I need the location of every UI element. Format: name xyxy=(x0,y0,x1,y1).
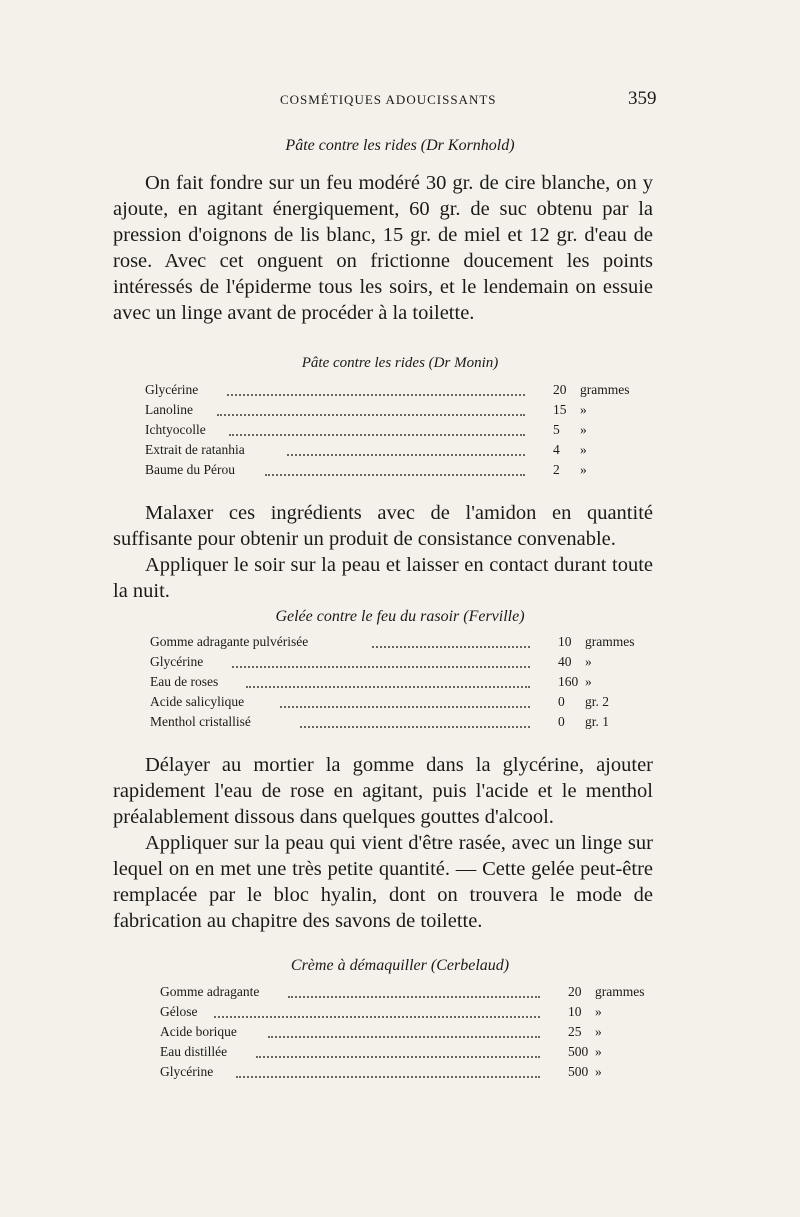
ingredient-qty: 160 xyxy=(558,674,579,689)
leader-dots xyxy=(287,434,525,456)
ingredient-unit: grammes xyxy=(585,634,635,649)
ingredient-unit: » xyxy=(595,1064,602,1079)
leader-dots xyxy=(280,686,530,708)
ingredient-unit: » xyxy=(595,1024,602,1039)
leader-dots xyxy=(229,414,525,436)
ingredient-unit: » xyxy=(595,1044,602,1059)
ingredient-name: Extrait de ratanhia xyxy=(145,442,245,457)
ingredient-name: Menthol cristallisé xyxy=(150,714,251,729)
ingredient-name: Ichtyocolle xyxy=(145,422,206,437)
ingredient-qty: 0 xyxy=(558,714,565,729)
ingredient-unit: gr. 1 xyxy=(585,714,610,729)
leader-dots xyxy=(300,706,530,728)
ingredient-name: Glycérine xyxy=(145,382,199,397)
recipe-text-monin xyxy=(113,500,653,604)
ingredient-list-ferville xyxy=(150,632,670,732)
ingredient-qty: 25 xyxy=(568,1024,582,1039)
ingredient-row xyxy=(145,460,665,480)
ingredient-unit: » xyxy=(585,654,592,669)
ingredient-name: Baume du Pérou xyxy=(145,462,235,477)
ingredient-unit: grammes xyxy=(580,382,630,397)
paragraph: On fait fondre sur un feu modéré 30 gr. de cire blanche, on y ajoute, en agitant énergiquement, 60 gr. de suc obtenu par la pression d'oignons de lis blanc, 15 gr. de miel et 12 gr. d'eau de rose. Avec cet onguent on frictionne doucement les points intéressés de l'épiderme tous les soirs, et le lendemain on essuie avec un linge avant de procéder à la toilette. xyxy=(113,172,653,324)
leader-dots xyxy=(236,1056,540,1078)
recipe-title-kornhold: Pâte contre les rides (Dr Kornhold) xyxy=(285,137,515,154)
ingredient-list-cerbelaud xyxy=(160,982,680,1082)
ingredient-unit: gr. 2 xyxy=(585,694,610,709)
ingredient-name: Gomme adragante pulvérisée xyxy=(150,634,309,649)
leader-dots xyxy=(214,996,540,1018)
ingredient-name: Gélose xyxy=(160,1004,198,1019)
recipe-title-monin: Pâte contre les rides (Dr Monin) xyxy=(301,355,499,371)
page-number: 359 xyxy=(628,88,657,109)
ingredient-qty: 10 xyxy=(568,1004,582,1019)
ingredient-qty: 0 xyxy=(558,694,565,709)
paragraph: Appliquer sur la peau qui vient d'être rasée, avec un linge sur lequel on en met une très petite quantité. — Cette gelée peut-être remplacée par le bloc hyalin, dont on trouvera le mode de fabrication au chapitre des savons de toilette. xyxy=(113,832,653,932)
leader-dots xyxy=(372,626,530,648)
recipe-title-ferville: Gelée contre le feu du rasoir (Ferville) xyxy=(275,608,525,625)
ingredient-qty: 2 xyxy=(553,462,560,477)
ingredient-unit: grammes xyxy=(595,984,645,999)
ingredient-unit: » xyxy=(580,462,587,477)
ingredient-row xyxy=(150,712,670,732)
ingredient-qty: 500 xyxy=(568,1044,589,1059)
ingredient-name: Gomme adragante xyxy=(160,984,260,999)
ingredient-unit: » xyxy=(580,422,587,437)
leader-dots xyxy=(268,1016,540,1038)
ingredient-name: Acide salicylique xyxy=(150,694,245,709)
paragraph: Délayer au mortier la gomme dans la glycérine, ajouter rapidement l'eau de rose en agitant, puis l'acide et le menthol préalablement dissous dans quelques gouttes d'alcool. xyxy=(113,754,653,828)
ingredient-name: Glycérine xyxy=(160,1064,214,1079)
leader-dots xyxy=(288,976,540,998)
leader-dots xyxy=(256,1036,540,1058)
paragraph: Malaxer ces ingrédients avec de l'amidon en quantité suffisante pour obtenir un produit de consistance convenable. xyxy=(113,502,653,550)
leader-dots xyxy=(246,666,530,688)
paragraph: Appliquer le soir sur la peau et laisser en contact durant toute la nuit. xyxy=(113,554,653,602)
ingredient-qty: 4 xyxy=(553,442,560,457)
ingredient-qty: 10 xyxy=(558,634,572,649)
ingredient-qty: 20 xyxy=(553,382,567,397)
ingredient-name: Eau de roses xyxy=(150,674,219,689)
ingredient-unit: » xyxy=(580,402,587,417)
leader-dots xyxy=(217,394,525,416)
leader-dots xyxy=(232,646,530,668)
ingredient-name: Eau distillée xyxy=(160,1044,228,1059)
recipe-title-cerbelaud: Crème à démaquiller (Cerbelaud) xyxy=(290,957,510,974)
ingredient-qty: 20 xyxy=(568,984,582,999)
ingredient-qty: 5 xyxy=(553,422,560,437)
ingredient-unit: » xyxy=(580,442,587,457)
running-title: COSMÉTIQUES ADOUCISSANTS xyxy=(280,92,497,107)
ingredient-qty: 15 xyxy=(553,402,567,417)
recipe-text-ferville xyxy=(113,752,653,934)
ingredient-unit: » xyxy=(585,674,592,689)
leader-dots xyxy=(227,374,525,396)
ingredient-name: Acide borique xyxy=(160,1024,237,1039)
ingredient-qty: 500 xyxy=(568,1064,589,1079)
recipe-text-kornhold xyxy=(113,170,653,326)
ingredient-qty: 40 xyxy=(558,654,572,669)
ingredient-name: Lanoline xyxy=(145,402,193,417)
ingredient-name: Glycérine xyxy=(150,654,204,669)
ingredient-unit: » xyxy=(595,1004,602,1019)
ingredient-row xyxy=(160,1062,680,1082)
leader-dots xyxy=(265,454,525,476)
ingredient-list-monin xyxy=(145,380,665,480)
